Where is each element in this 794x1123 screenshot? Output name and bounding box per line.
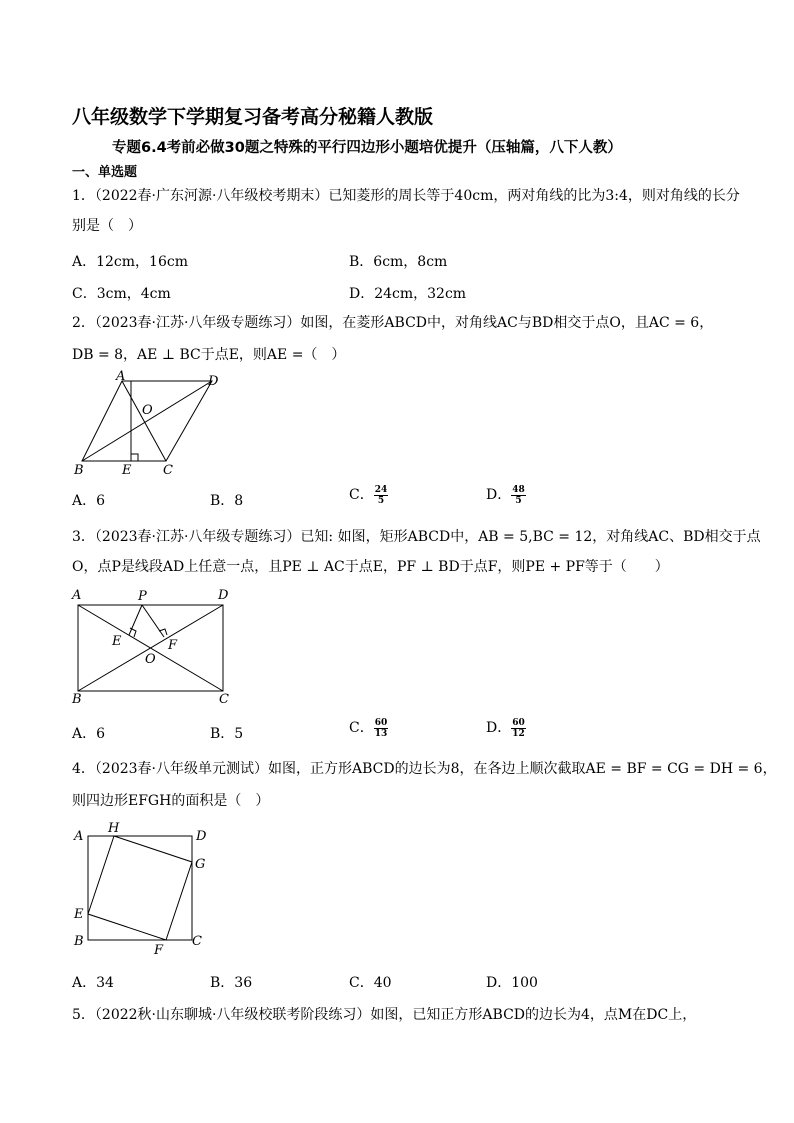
inner-quadrilateral-efgh	[88, 836, 192, 940]
label-c: C	[219, 692, 229, 707]
question-4-figure-square	[72, 820, 222, 960]
question-5-line-1: 5．（2022秋·山东聊城·八年级校联考阶段练习）如图，已知正方形ABCD的边长为4，点M在DC上，	[72, 1007, 697, 1023]
question-2-option-c: C． $\frac{24}{5}$	[349, 484, 388, 506]
label-d: D	[196, 829, 207, 844]
label-a: A	[74, 829, 84, 844]
question-1-option-d: D．24cm，32cm	[349, 286, 467, 302]
fraction-24-5: $\frac{24}{5}$	[374, 484, 388, 506]
question-2-line-1: 2．（2023春·江苏·八年级专题练习）如图，在菱形ABCD中，对角线AC与BD相交于点O，且AC = 6，	[72, 315, 714, 331]
question-3-option-c: C． $\frac{60}{13}$	[349, 717, 388, 739]
label-e: E	[122, 463, 132, 478]
question-2-option-d: D． $\frac{48}{5}$	[486, 484, 525, 506]
segment-pf	[142, 605, 164, 637]
question-1-line-2: 别是（ ）	[72, 218, 142, 234]
question-4-option-b: B．36	[210, 975, 253, 991]
question-3-option-a: A．6	[72, 726, 106, 742]
question-4-option-a: A．34	[72, 975, 114, 991]
question-3-line-2: O，点P是线段AD上任意一点，且PE ⊥ AC于点E，PF ⊥ BD于点F，则PE + PF等于（ ）	[72, 559, 669, 575]
question-1-option-c: C．3cm，4cm	[72, 286, 171, 302]
question-2-option-b: B．8	[210, 493, 244, 509]
section-title: 一、单选题	[72, 165, 138, 180]
fraction-60-12: $\frac{60}{12}$	[512, 717, 525, 739]
label-f: F	[168, 638, 178, 653]
question-2-option-a: A．6	[72, 493, 106, 509]
question-1-option-b: B．6cm，8cm	[349, 254, 448, 270]
document-title: 八年级数学下学期复习备考高分秘籍人教版	[72, 106, 434, 128]
label-c: C	[163, 463, 173, 478]
label-b: B	[74, 934, 84, 949]
question-3-figure-rectangle	[72, 585, 242, 705]
square-outline	[88, 836, 192, 940]
question-2-figure-rhombus	[72, 370, 232, 480]
label-g: G	[195, 857, 206, 872]
question-4-option-c: C．40	[349, 975, 392, 991]
label-h: H	[108, 821, 120, 836]
fraction-60-13: $\frac{60}{13}$	[374, 717, 388, 739]
question-1-option-a: A．12cm，16cm	[72, 254, 188, 270]
label-b: B	[72, 692, 82, 707]
label-o: O	[142, 403, 153, 418]
diagonal-ac	[122, 381, 166, 461]
question-1-line-1: 1．（2022春·广东河源·八年级校考期末）已知菱形的周长等于40cm，两对角线的比为3:4，则对角线的长分	[72, 188, 740, 204]
label-a: A	[116, 369, 126, 384]
question-3-option-d: D． $\frac{60}{12}$	[486, 717, 525, 739]
question-4-option-d: D．100	[486, 975, 538, 991]
label-p: P	[138, 589, 147, 604]
question-3-line-1: 3．（2023春·江苏·八年级专题练习）已知: 如图，矩形ABCD中，AB = 5,BC = 12，对角线AC、BD相交于点	[72, 529, 761, 545]
label-d: D	[208, 374, 219, 389]
right-angle-mark-e	[130, 628, 136, 637]
label-b: B	[74, 463, 84, 478]
document-subtitle: 专题6.4考前必做30题之特殊的平行四边形小题培优提升（压轴篇，八下人教）	[112, 140, 622, 156]
label-d: D	[218, 588, 229, 603]
label-e: E	[74, 907, 84, 922]
label-a: A	[72, 588, 82, 603]
label-o: O	[145, 652, 156, 667]
label-f: F	[154, 943, 164, 958]
question-3-option-b: B．5	[210, 726, 244, 742]
question-4-line-1: 4．（2023春·八年级单元测试）如图，正方形ABCD的边长为8，在各边上顺次截取AE = BF = CG = DH = 6，	[72, 761, 777, 777]
label-c: C	[192, 934, 202, 949]
right-angle-mark	[131, 454, 138, 461]
fraction-48-5: $\frac{48}{5}$	[512, 484, 525, 506]
label-e: E	[112, 634, 122, 649]
question-4-line-2: 则四边形EFGH的面积是（ ）	[72, 793, 270, 809]
question-2-line-2: DB = 8，AE ⊥ BC于点E，则AE =（ ）	[72, 347, 346, 363]
